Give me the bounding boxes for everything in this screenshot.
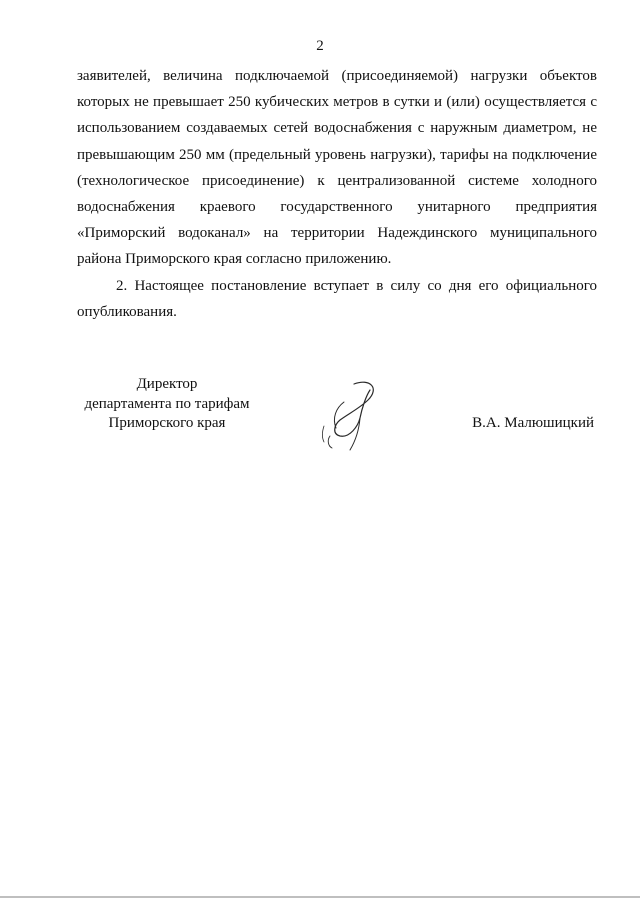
paragraph-effective-date: 2. Настоящее постановление вступает в силу со дня его официального опубликования. (77, 277, 597, 320)
scan-edge-line (0, 896, 640, 898)
page-number: 2 (316, 38, 324, 54)
signatory-title-line: Приморского края (108, 415, 226, 431)
paragraph-continuation: заявителей, величина подключаемой (присоединяемой) нагрузки объектов которых не превышает 250 кубических метров в сутки и (или) осуществляется с использованием создаваемых сетей водоснабжения с наружным диаметром, не превышающим 250 мм (предельный уровень нагрузки), тарифы на подключение (технологическое присоединение) к централизованной системе холодного водоснабжения краевого государственного унитарного предприятия «Приморский водоканал» на территории Надеждинского муниципального района Приморского края согласно приложению. (77, 68, 597, 268)
signatory-title-line: департамента по тарифам (84, 395, 250, 412)
signatory-title (77, 375, 257, 434)
signatory-title-line: Директор (136, 376, 198, 392)
document-body (77, 63, 597, 325)
handwritten-signature-icon (310, 378, 390, 456)
signatory-name: В.А. Малюшицкий (472, 415, 594, 431)
